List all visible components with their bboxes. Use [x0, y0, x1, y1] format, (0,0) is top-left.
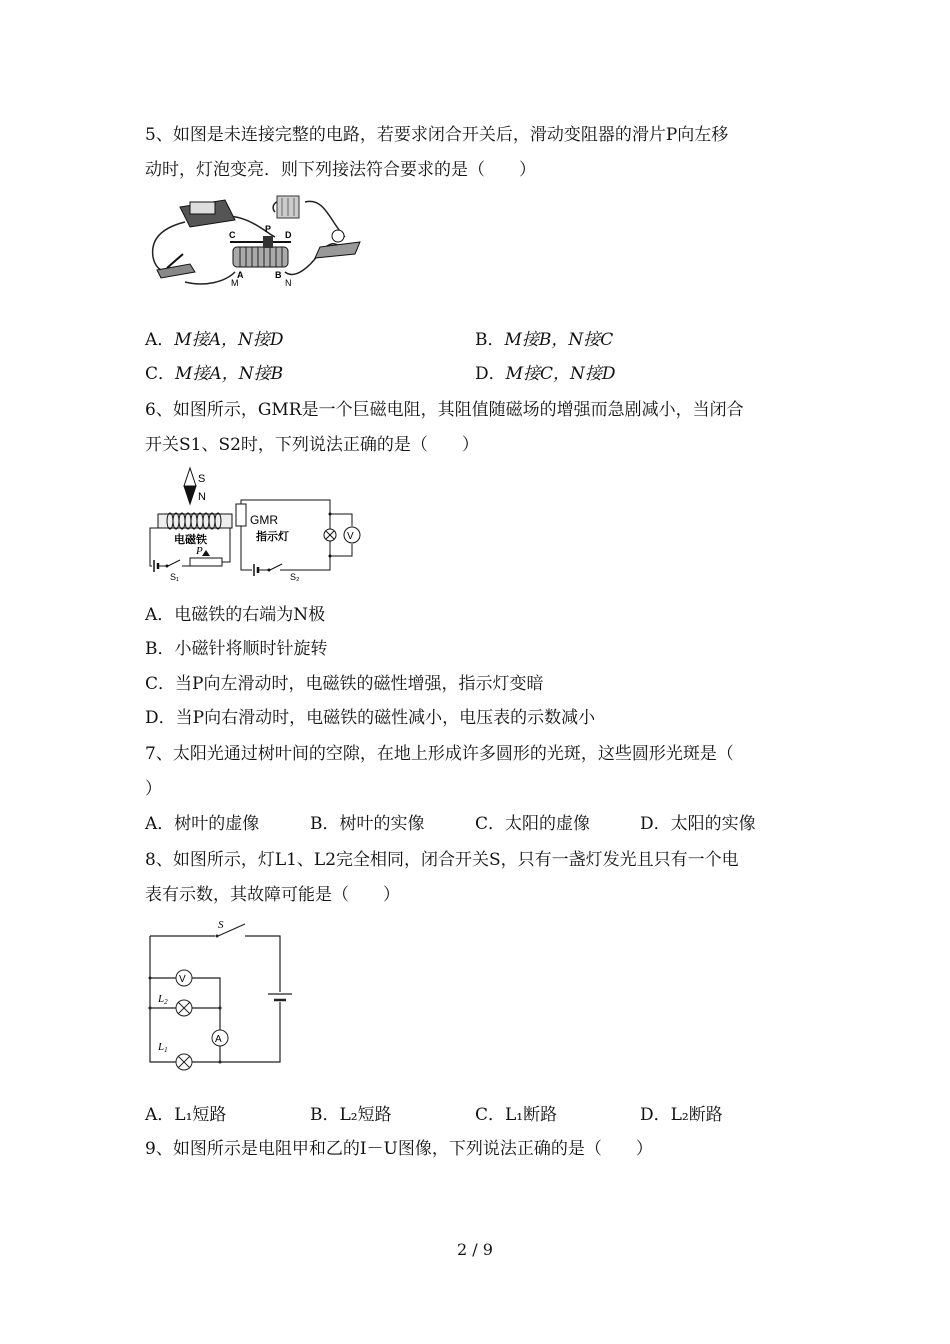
q5-label-m: M [231, 278, 239, 288]
q5-circuit-figure [145, 192, 365, 294]
q9-stem-line1: 9、如图所示是电阻甲和乙的I－U图像，下列说法正确的是（ ） [145, 1139, 653, 1159]
q5-label-n: N [285, 278, 292, 288]
q6-label-electromagnet: 电磁铁 [174, 533, 207, 546]
q8-label-v: V [179, 974, 186, 985]
q6-option-c: C．当P向左滑动时，电磁铁的磁性增强，指示灯变暗 [145, 674, 544, 694]
q6-label-s: S [198, 473, 206, 485]
q6-option-b: B．小磁针将顺时针旋转 [145, 639, 328, 659]
q5-label-c: C [229, 230, 236, 240]
q8-label-s: S [218, 919, 224, 931]
q8-option-d: D．L₂断路 [640, 1105, 723, 1125]
q6-label-gmr: GMR [250, 513, 278, 527]
q8-label-l2: L2 [158, 993, 168, 1006]
q5-stem-line1: 5、如图是未连接完整的电路，若要求闭合开关后，滑动变阻器的滑片P向左移 [145, 125, 729, 145]
q5-label-b: B [275, 270, 282, 280]
q5-label-a: A [237, 270, 244, 280]
q5-option-a: A．M接A，N接D [145, 330, 284, 350]
q8-option-c: C．L₁断路 [475, 1105, 558, 1125]
q6-option-d: D．当P向右滑动时，电磁铁的磁性减小，电压表的示数减小 [145, 708, 596, 728]
q6-label-s1: S₁ [170, 572, 180, 582]
q5-option-d: D．M接C，N接D [475, 364, 616, 384]
page-number: 2 / 9 [457, 1240, 493, 1259]
q5-label-d: D [285, 230, 292, 240]
q7-option-a: A．树叶的虚像 [145, 814, 260, 834]
q6-label-v: V [347, 531, 354, 542]
q6-circuit-figure [140, 466, 370, 584]
q8-circuit-figure [140, 912, 300, 1072]
q5-stem-line2: 动时，灯泡变亮．则下列接法符合要求的是（ ） [145, 160, 536, 180]
q8-label-l1: L1 [158, 1041, 168, 1054]
q8-stem-line1: 8、如图所示，灯L1、L2完全相同，闭合开关S，只有一盏灯发光且只有一个电 [145, 850, 739, 870]
q6-stem-line1: 6、如图所示，GMR是一个巨磁电阻，其阻值随磁场的增强而急剧减小，当闭合 [145, 400, 744, 420]
q5-option-b: B．M接B，N接C [475, 330, 614, 350]
q8-option-a: A．L₁短路 [145, 1105, 227, 1125]
q5-label-p: P [265, 224, 272, 234]
q8-option-b: B．L₂短路 [310, 1105, 392, 1125]
q5-option-c: C．M接A，N接B [145, 364, 284, 384]
q7-option-b: B．树叶的实像 [310, 814, 425, 834]
q7-option-d: D．太阳的实像 [640, 814, 756, 834]
q6-option-a: A．电磁铁的右端为N极 [145, 605, 326, 625]
q6-label-n: N [198, 491, 206, 503]
q7-option-c: C．太阳的虚像 [475, 814, 591, 834]
q6-stem-line2: 开关S1、S2时，下列说法正确的是（ ） [145, 435, 479, 455]
q7-stem-line1: 7、太阳光通过树叶间的空隙，在地上形成许多圆形的光斑，这些圆形光斑是（ [145, 744, 734, 764]
q8-label-a: A [215, 1034, 222, 1045]
q8-stem-line2: 表有示数，其故障可能是（ ） [145, 885, 400, 905]
q6-label-lamp: 指示灯 [256, 530, 289, 543]
q6-label-p: P [196, 545, 203, 557]
q7-stem-line2: ） [145, 779, 162, 799]
q6-label-s2: S₂ [290, 572, 300, 582]
